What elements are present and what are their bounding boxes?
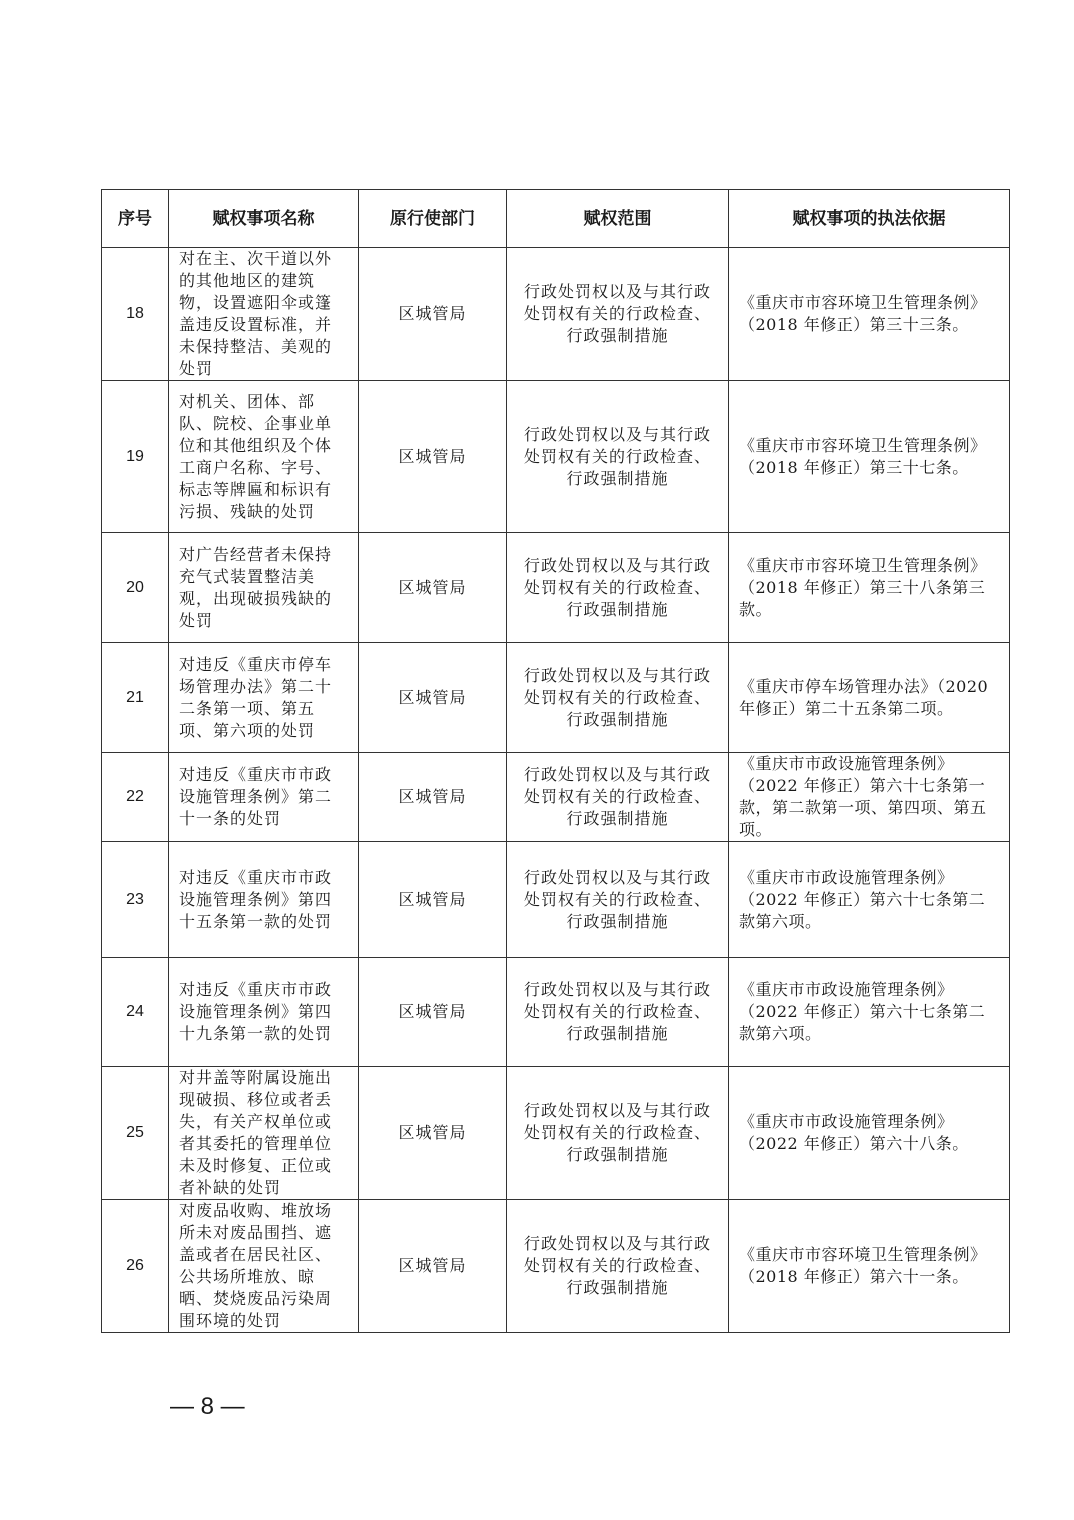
row-basis: 《重庆市市政设施管理条例》（2022 年修正）第六十七条第一款，第二款第一项、第四项、第五项。 [729,753,1010,842]
table-row [102,958,1010,1067]
row-dept: 区城管局 [359,1200,507,1333]
row-item-name: 对违反《重庆市市政设施管理条例》第四十五条第一款的处罚 [169,842,359,958]
row-scope: 行政处罚权以及与其行政处罚权有关的行政检查、行政强制措施 [507,533,729,643]
row-dept: 区城管局 [359,842,507,958]
row-dept: 区城管局 [359,381,507,533]
header-name: 赋权事项名称 [169,190,359,248]
row-item-name: 对广告经营者未保持充气式装置整洁美观，出现破损残缺的处罚 [169,533,359,643]
row-scope: 行政处罚权以及与其行政处罚权有关的行政检查、行政强制措施 [507,753,729,842]
row-seq: 20 [102,533,169,643]
table-row [102,248,1010,381]
row-dept: 区城管局 [359,643,507,753]
table-row [102,643,1010,753]
row-seq: 22 [102,753,169,842]
row-item-name: 对在主、次干道以外的其他地区的建筑物，设置遮阳伞或篷盖违反设置标准，并未保持整洁、美观的处罚 [169,248,359,381]
row-seq: 24 [102,958,169,1067]
header-seq: 序号 [102,190,169,248]
row-dept: 区城管局 [359,533,507,643]
row-seq: 19 [102,381,169,533]
row-item-name: 对违反《重庆市市政设施管理条例》第四十九条第一款的处罚 [169,958,359,1067]
authorization-table [101,189,1010,1333]
row-scope: 行政处罚权以及与其行政处罚权有关的行政检查、行政强制措施 [507,248,729,381]
row-seq: 21 [102,643,169,753]
row-item-name: 对机关、团体、部队、院校、企事业单位和其他组织及个体工商户名称、字号、标志等牌匾和标识有污损、残缺的处罚 [169,381,359,533]
row-scope: 行政处罚权以及与其行政处罚权有关的行政检查、行政强制措施 [507,381,729,533]
header-dept: 原行使部门 [359,190,507,248]
row-basis: 《重庆市市容环境卫生管理条例》（2018 年修正）第三十七条。 [729,381,1010,533]
table-row [102,533,1010,643]
row-scope: 行政处罚权以及与其行政处罚权有关的行政检查、行政强制措施 [507,643,729,753]
row-dept: 区城管局 [359,248,507,381]
row-seq: 26 [102,1200,169,1333]
row-item-name: 对违反《重庆市停车场管理办法》第二十二条第一项、第五项、第六项的处罚 [169,643,359,753]
row-basis: 《重庆市市政设施管理条例》（2022 年修正）第六十八条。 [729,1067,1010,1200]
row-dept: 区城管局 [359,958,507,1067]
row-scope: 行政处罚权以及与其行政处罚权有关的行政检查、行政强制措施 [507,842,729,958]
header-basis: 赋权事项的执法依据 [729,190,1010,248]
table-row [102,381,1010,533]
row-basis: 《重庆市市容环境卫生管理条例》（2018 年修正）第三十三条。 [729,248,1010,381]
table-row [102,842,1010,958]
header-scope: 赋权范围 [507,190,729,248]
row-item-name: 对违反《重庆市市政设施管理条例》第二十一条的处罚 [169,753,359,842]
row-basis: 《重庆市市政设施管理条例》（2022 年修正）第六十七条第二款第六项。 [729,958,1010,1067]
row-scope: 行政处罚权以及与其行政处罚权有关的行政检查、行政强制措施 [507,1200,729,1333]
table-row [102,1067,1010,1200]
row-dept: 区城管局 [359,1067,507,1200]
table-row [102,1200,1010,1333]
row-basis: 《重庆市市容环境卫生管理条例》（2018 年修正）第六十一条。 [729,1200,1010,1333]
page-number: — 8 — [170,1393,245,1420]
table-row [102,753,1010,842]
row-item-name: 对井盖等附属设施出现破损、移位或者丢失，有关产权单位或者其委托的管理单位未及时修复、正位或者补缺的处罚 [169,1067,359,1200]
row-scope: 行政处罚权以及与其行政处罚权有关的行政检查、行政强制措施 [507,1067,729,1200]
header-row [102,190,1010,248]
row-dept: 区城管局 [359,753,507,842]
row-scope: 行政处罚权以及与其行政处罚权有关的行政检查、行政强制措施 [507,958,729,1067]
row-seq: 18 [102,248,169,381]
row-basis: 《重庆市市政设施管理条例》（2022 年修正）第六十七条第二款第六项。 [729,842,1010,958]
row-item-name: 对废品收购、堆放场所未对废品围挡、遮盖或者在居民社区、公共场所堆放、晾晒、焚烧废品污染周围环境的处罚 [169,1200,359,1333]
row-basis: 《重庆市市容环境卫生管理条例》（2018 年修正）第三十八条第三款。 [729,533,1010,643]
row-seq: 25 [102,1067,169,1200]
row-basis: 《重庆市停车场管理办法》（2020 年修正）第二十五条第二项。 [729,643,1010,753]
row-seq: 23 [102,842,169,958]
